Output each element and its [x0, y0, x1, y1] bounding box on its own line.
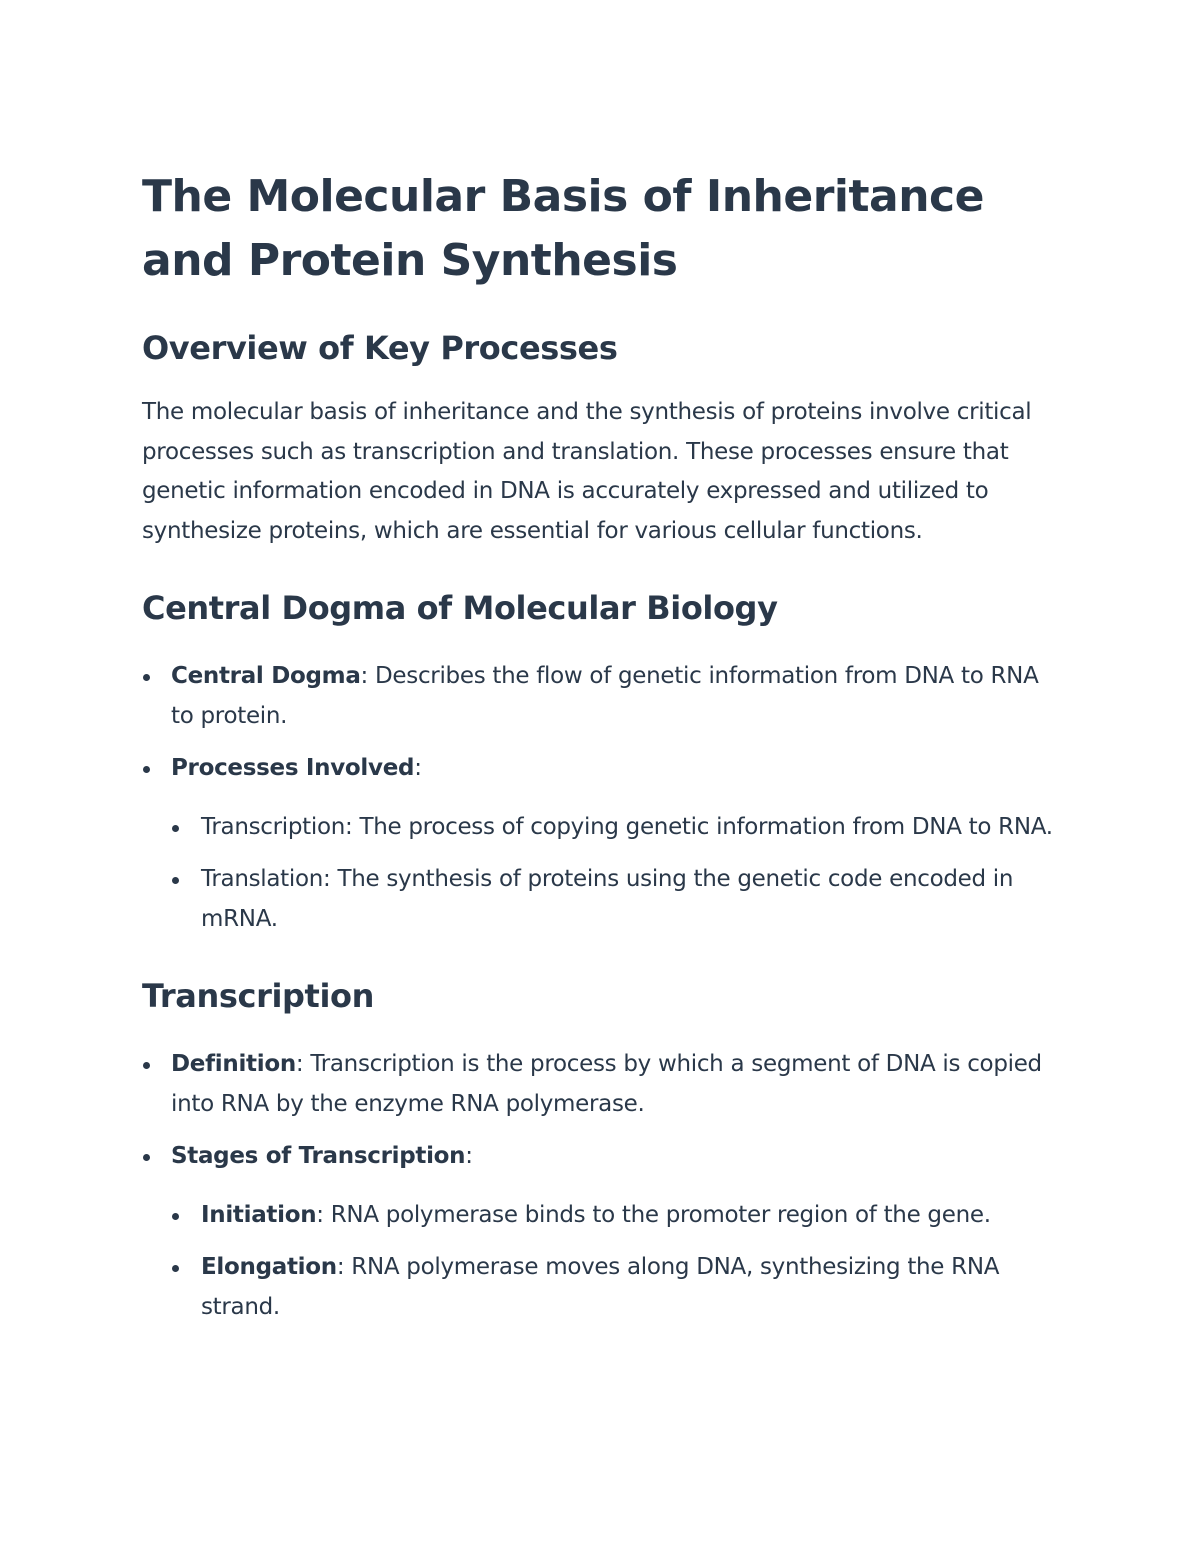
bullet-icon	[172, 1265, 179, 1272]
bullet-icon	[143, 1154, 150, 1161]
sublist-item	[171, 860, 1067, 939]
section-heading-overview: Overview of Key Processes	[142, 329, 618, 367]
list-item	[142, 749, 1067, 939]
section-heading-central-dogma: Central Dogma of Molecular Biology	[142, 589, 778, 627]
list-item-term: Definition	[171, 1051, 296, 1077]
sublist-item	[171, 1248, 1067, 1327]
list-item-text: :	[465, 1143, 473, 1169]
processes-sublist	[171, 808, 1067, 940]
bullet-icon	[172, 877, 179, 884]
bullet-icon	[172, 825, 179, 832]
transcription-list	[142, 1045, 1067, 1327]
sublist-item	[171, 808, 1067, 848]
list-item-term: Processes Involved	[171, 755, 415, 781]
bullet-icon	[143, 674, 150, 681]
sublist-item	[171, 1196, 1067, 1236]
overview-paragraph: The molecular basis of inheritance and the synthesis of proteins involve critical processes such as transcription and translation. These processes ensure that genetic information encoded in DNA is accurately expressed and utilized to synthesize proteins, which are essential for various cellular functions.	[142, 399, 1032, 544]
list-item	[142, 657, 1067, 736]
list-item-text: : Describes the flow of genetic information from DNA to RNA to protein.	[171, 663, 1039, 729]
sublist-item-text: Translation: The synthesis of proteins using the genetic code encoded in mRNA.	[201, 866, 1014, 932]
list-item-text: :	[414, 755, 422, 781]
list-item	[142, 1045, 1067, 1124]
sublist-item-text: : RNA polymerase moves along DNA, synthesizing the RNA strand.	[201, 1254, 1000, 1320]
document-title: The Molecular Basis of Inheritance and Protein Synthesis	[142, 171, 984, 286]
section-heading-transcription: Transcription	[142, 977, 374, 1015]
list-item	[142, 1137, 1067, 1327]
central-dogma-list	[142, 657, 1067, 939]
bullet-icon	[172, 1213, 179, 1220]
bullet-icon	[143, 1062, 150, 1069]
bullet-icon	[143, 766, 150, 773]
stages-sublist	[171, 1196, 1067, 1328]
sublist-item-term: Initiation	[201, 1201, 317, 1228]
sublist-item-term: Elongation	[201, 1254, 337, 1280]
sublist-item-text: : RNA polymerase binds to the promoter region of the gene.	[316, 1201, 991, 1228]
list-item-text: : Transcription is the process by which a segment of DNA is copied into RNA by the enzyme RNA polymerase.	[171, 1051, 1042, 1117]
list-item-term: Stages of Transcription	[171, 1143, 466, 1169]
sublist-item-text: Transcription: The process of copying genetic information from DNA to RNA.	[201, 813, 1053, 840]
list-item-term: Central Dogma	[171, 663, 361, 689]
document-page	[142, 165, 1067, 1327]
